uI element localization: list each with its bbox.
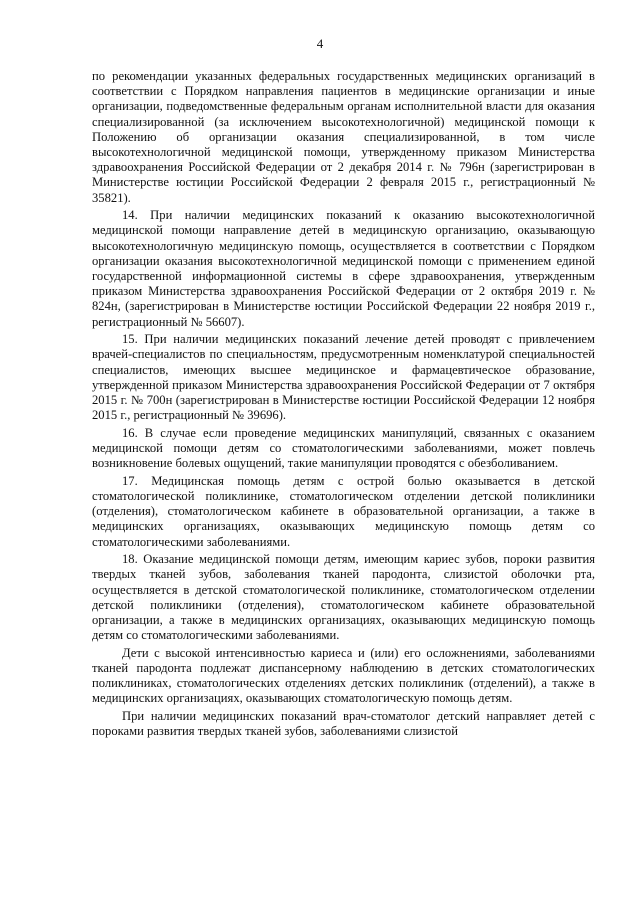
paragraph-18: 18. Оказание медицинской помощи детям, имеющим кариес зубов, пороки развития твердых тканей зубов, заболевания тканей пародонта, слизистой оболочки рта, осуществляется в детской стоматологической поликлинике, стоматологическом отделении детской поликлиники (отделения), стоматологическом кабинете образовательной организации, а также в медицинских организациях, оказывающих медицинскую помощь детям со стоматологическими заболеваниями. <box>92 552 595 643</box>
paragraph-15: 15. При наличии медицинских показаний лечение детей проводят с привлечением врачей-специалистов по специальностям, предусмотренным номенклатурой специальностей специалистов, имеющих высшее медицинское и фармацевтическое образование, утвержденной приказом Министерства здравоохранения Российской Федерации от 7 октября 2015 г. № 700н (зарегистрирован в Министерстве юстиции Российской Федерации 12 ноября 2015 г., регистрационный № 39696). <box>92 332 595 423</box>
paragraph-dispensary-observation: Дети с высокой интенсивностью кариеса и (или) его осложнениями, заболеваниями тканей пародонта подлежат диспансерному наблюдению в детских стоматологических поликлиниках, стоматологических отделениях детских поликлиник (отделений), а также в медицинских организациях, оказывающих стоматологическую помощь детям. <box>92 645 595 706</box>
paragraph-16: 16. В случае если проведение медицинских манипуляций, связанных с оказанием медицинской помощи детям со стоматологическими заболеваниями, может повлечь возникновение болевых ощущений, такие манипуляции проводятся с обезболиванием. <box>92 425 595 471</box>
paragraph-17: 17. Медицинская помощь детям с острой болью оказывается в детской стоматологической поликлинике, стоматологическом отделении детской поликлиники (отделения), стоматологическом кабинете в образовательной организации, а также в медицинских организациях, оказывающих медицинскую помощь детям со стоматологическими заболеваниями. <box>92 473 595 549</box>
paragraph-referral: При наличии медицинских показаний врач-стоматолог детский направляет детей с пороками развития твердых тканей зубов, заболеваниями слизистой <box>92 709 595 739</box>
document-body <box>92 69 595 742</box>
page-number: 4 <box>316 36 324 51</box>
paragraph-14: 14. При наличии медицинских показаний к оказанию высокотехнологичной медицинской помощи направление детей в медицинскую организацию, оказывающую высокотехнологичную медицинскую помощь, осуществляется в соответствии с Порядком организации оказания высокотехнологичной медицинской помощи с применением единой государственной информационной системы в сфере здравоохранения, утвержденным приказом Министерства здравоохранения Российской Федерации от 2 октября 2019 г. № 824н, (зарегистрирован в Министерстве юстиции Российской Федерации 22 ноября 2019 г., регистрационный № 56607). <box>92 208 595 329</box>
paragraph-intro-continuation: по рекомендации указанных федеральных государственных медицинских организаций в соответствии с Порядком направления пациентов в медицинские организации и иные организации, подведомственные федеральным органам исполнительной власти для оказания специализированной (за исключением высокотехнологичной) медицинской помощи к Положению об организации оказания специализированной, в том числе высокотехнологичной медицинской помощи, утвержденному приказом Министерства здравоохранения Российской Федерации от 2 декабря 2014 г. № 796н (зарегистрирован в Министерстве юстиции Российской Федерации 2 февраля 2015 г., регистрационный № 35821). <box>92 69 595 205</box>
